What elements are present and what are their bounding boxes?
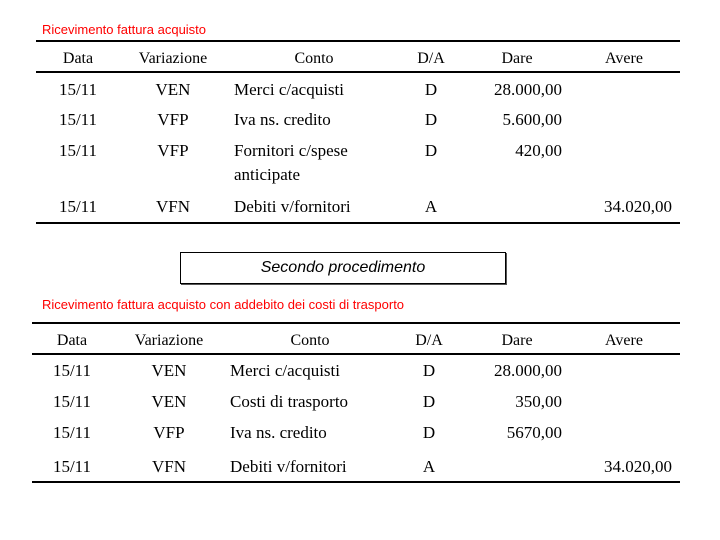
row-conto: Debiti v/fornitori (230, 457, 347, 476)
table2-header-avere: Avere (605, 332, 643, 349)
row-dare: 5670,00 (506, 423, 562, 442)
row-da: D (422, 423, 436, 442)
row-da: A (422, 457, 436, 476)
row-variazione: VEN (155, 80, 191, 99)
table2-header-dare: Dare (501, 332, 533, 349)
row-dare: 5.600,00 (502, 110, 562, 129)
row-avere: 34.020,00 (604, 457, 672, 476)
row-conto: Debiti v/fornitori (234, 197, 351, 216)
row-da: D (422, 392, 436, 411)
secondo-procedimento-banner (180, 252, 506, 284)
table2-bottom-rule (32, 481, 680, 483)
row-dare: 28.000,00 (494, 361, 562, 380)
row-date: 15/11 (58, 80, 98, 99)
row-date: 15/11 (58, 110, 98, 129)
row-avere: 34.020,00 (604, 197, 672, 216)
table1-bottom-rule (36, 222, 680, 224)
table2-header-conto: Conto (290, 332, 330, 349)
row-da: D (424, 141, 438, 160)
row-dare: 350,00 (515, 392, 562, 411)
row-date: 15/11 (52, 361, 92, 380)
table2-header-variazione: Variazione (134, 332, 204, 349)
table2-header-rule (32, 353, 680, 355)
table2-top-rule (32, 322, 680, 324)
table1-header-data: Data (62, 50, 94, 67)
row-da: D (424, 110, 438, 129)
row-conto: Costi di trasporto (230, 392, 349, 411)
row-dare: 28.000,00 (494, 80, 562, 99)
row-variazione: VFP (153, 423, 185, 442)
row-date: 15/11 (52, 392, 92, 411)
row-date: 15/11 (58, 141, 98, 160)
row-variazione: VEN (151, 392, 187, 411)
table1-header-avere: Avere (605, 50, 643, 67)
row-conto: Iva ns. credito (230, 423, 327, 442)
table1-caption: Ricevimento fattura acquisto (42, 22, 207, 37)
row-variazione: VFN (155, 197, 190, 216)
row-conto: Fornitori c/spese (234, 141, 348, 160)
table1-header-dare: Dare (501, 50, 533, 67)
row-date: 15/11 (58, 197, 98, 216)
row-conto: Merci c/acquisti (230, 361, 340, 380)
row-variazione: VFP (157, 110, 189, 129)
table1-header-da: D/A (417, 50, 445, 67)
banner-label: Secondo procedimento (260, 259, 426, 276)
row-da: D (424, 80, 438, 99)
table2-header-data: Data (56, 332, 88, 349)
row-da: A (424, 197, 438, 216)
row-variazione: VEN (151, 361, 187, 380)
row-conto: Merci c/acquisti (234, 80, 344, 99)
row-conto: Iva ns. credito (234, 110, 331, 129)
table2-header-da: D/A (415, 332, 443, 349)
row-da: D (422, 361, 436, 380)
row-date: 15/11 (52, 423, 92, 442)
table1-header-conto: Conto (294, 50, 334, 67)
row-variazione: VFN (151, 457, 186, 476)
table1-header-rule (36, 71, 680, 73)
table1-header-variazione: Variazione (138, 50, 208, 67)
table1-top-rule (36, 40, 680, 42)
row-date: 15/11 (52, 457, 92, 476)
row-variazione: VFP (157, 141, 189, 160)
row-conto-continued: anticipate (234, 165, 301, 184)
table2-caption: Ricevimento fattura acquisto con addebito dei costi di trasporto (42, 297, 405, 312)
row-dare: 420,00 (515, 141, 562, 160)
